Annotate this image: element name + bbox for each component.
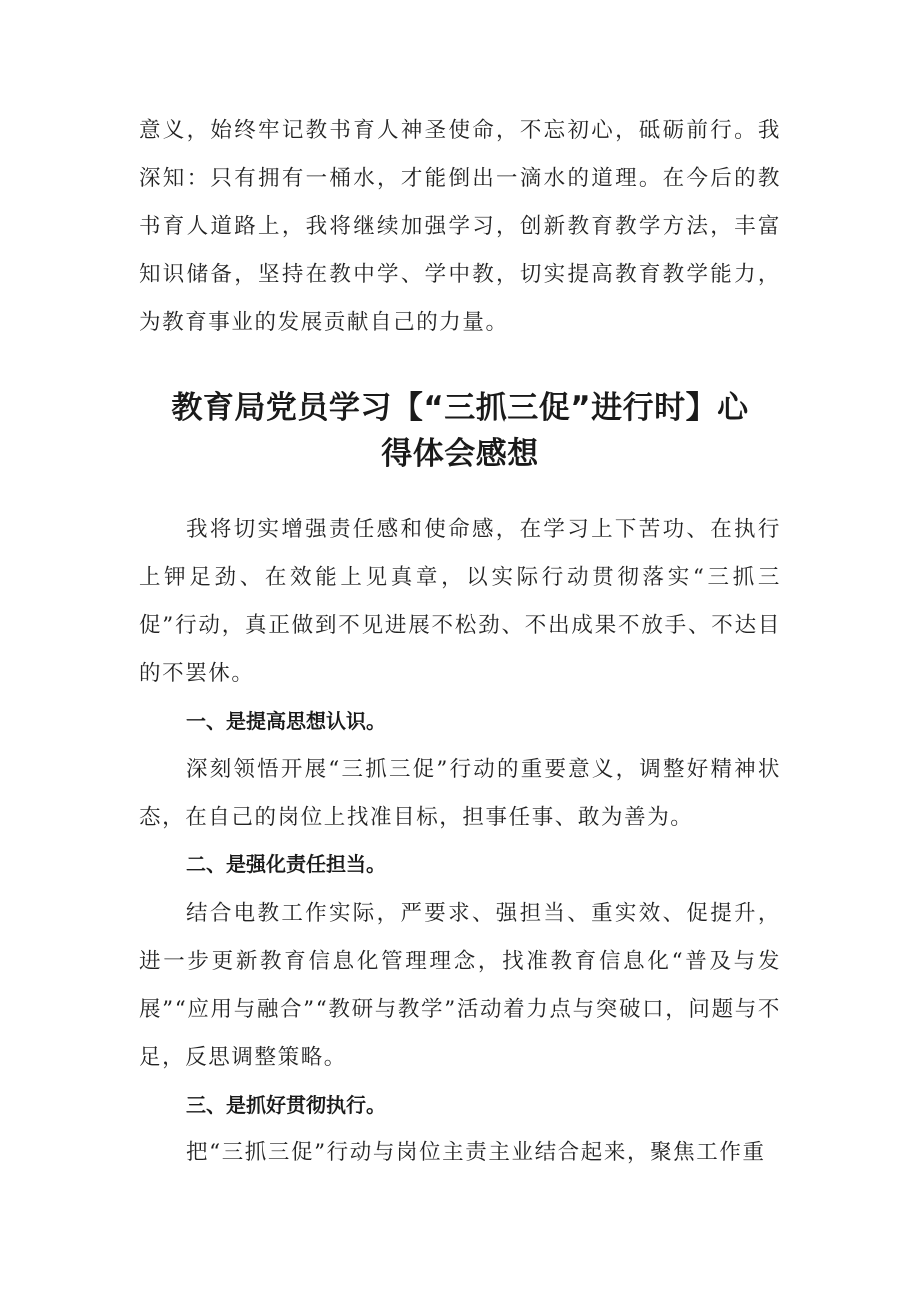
section-body-3: 把“三抓三促”行动与岗位主责主业结合起来，聚焦工作重 [186, 1140, 766, 1165]
lead-paragraph: 我将切实增强责任感和使命感，在学习上下苦功、在执行上钾足劲、在效能上见真章，以实际行动贯彻落实“三抓三促”行动，真正做到不见进展不松劲、不出成果不放手、不达目的不罢休。 [139, 517, 781, 686]
document-title [139, 385, 781, 477]
document-title-line-2: 得体会感想 [381, 436, 539, 472]
section-heading-1: 一、是提高思想认识。 [186, 709, 386, 733]
document-title-line-1: 教育局党员学习【“三抓三促”进行时】心 [171, 390, 749, 426]
section-heading-2: 二、是强化责任担当。 [186, 852, 386, 876]
section-heading-3: 三、是抓好贯彻执行。 [186, 1093, 386, 1117]
section-body-1: 深刻领悟开展“三抓三促”行动的重要意义，调整好精神状态，在自己的岗位上找准目标，担事任事、敢为善为。 [139, 757, 781, 830]
intro-paragraph: 意义，始终牢记教书育人神圣使命，不忘初心，砥砺前行。我深知：只有拥有一桶水，才能倒出一滴水的道理。在今后的教书育人道路上，我将继续加强学习，创新教育教学方法，丰富知识储备，坚持在教中学、学中教，切实提高教育教学能力，为教育事业的发展贡献自己的力量。 [139, 118, 781, 335]
section-body-2: 结合电教工作实际，严要求、强担当、重实效、促提升，进一步更新教育信息化管理理念，找准教育信息化“普及与发展”“应用与融合”“教研与教学”活动着力点与突破口，问题与不足，反思调整策略。 [139, 901, 781, 1070]
